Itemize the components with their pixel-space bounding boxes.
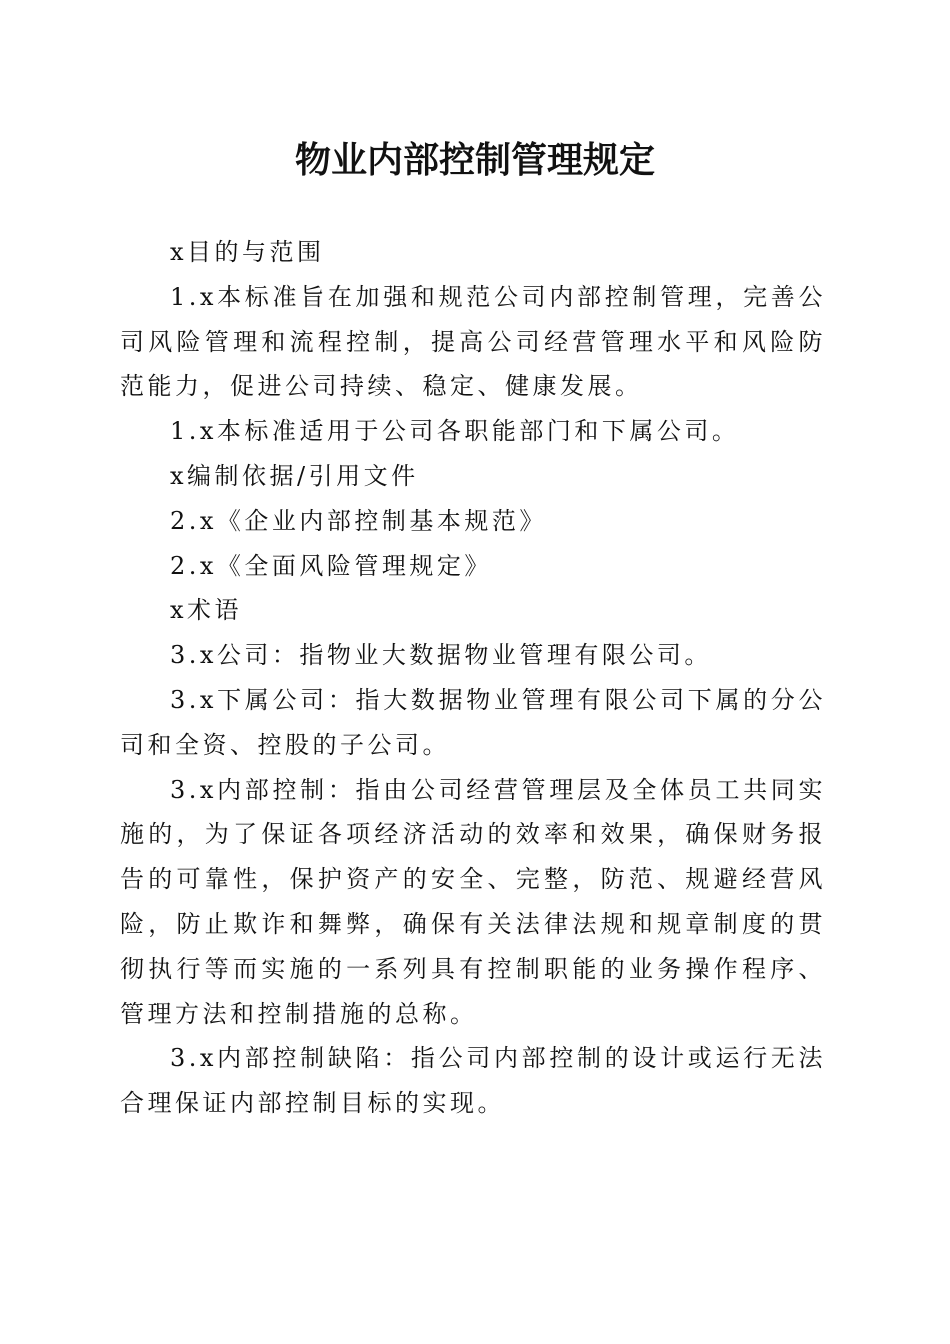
term-internal-control: 3.x内部控制：指由公司经营管理层及全体员工共同实施的，为了保证各项经济活动的效率和效果，确保财务报告的可靠性，保护资产的安全、完整，防范、规避经营风险，防止欺诈和舞弊，确保有关法律法规和规章制度的贯彻执行等而实施的一系列具有控制职能的业务操作程序、管理方法和控制措施的总称。	[120, 775, 826, 1028]
section-heading-terms: x术语	[170, 596, 243, 625]
term-subsidiary: 3.x下属公司：指大数据物业管理有限公司下属的分公司和全资、控股的子公司。	[120, 685, 826, 759]
reference-item-2: 2.x《全面风险管理规定》	[170, 551, 492, 580]
term-internal-control-defect: 3.x内部控制缺陷：指公司内部控制的设计或运行无法合理保证内部控制目标的实现。	[120, 1044, 826, 1118]
document-title: 物业内部控制管理规定	[294, 139, 655, 181]
term-company: 3.x公司：指物业大数据物业管理有限公司。	[170, 641, 712, 670]
paragraph-scope: 1.x本标准适用于公司各职能部门和下属公司。	[170, 417, 740, 446]
section-heading-purpose-scope: x目的与范围	[170, 238, 325, 266]
reference-item-1: 2.x《企业内部控制基本规范》	[170, 506, 547, 535]
paragraph-purpose: 1.x本标准旨在加强和规范公司内部控制管理，完善公司风险管理和流程控制，提高公司经营管理水平和风险防范能力，促进公司持续、稳定、健康发展。	[120, 282, 826, 401]
document-body	[120, 230, 826, 1126]
section-heading-references: x编制依据/引用文件	[170, 461, 419, 490]
